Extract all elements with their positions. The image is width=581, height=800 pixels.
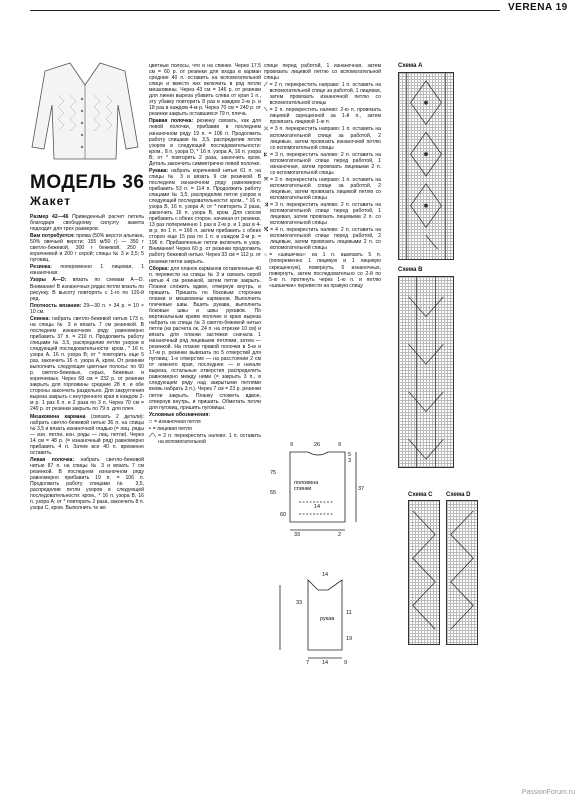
dimension-label: 55: [270, 490, 277, 496]
jacket-sketch: [30, 55, 140, 165]
paragraph: Левая полочка: набрать светло-бежевой нитью 87 п. на спицы № 3 и вязать 7 см резинкой. В последнем изнаночном ряду равномерно прибавить 19 п. = 106 п. Продолжить работу спицами № 3,5, распределив петли узоров в следующей последовательности: кром., * 16 п. узора В, 16 п. узора А; от * повторить 2 раза, закончить 8 п. узора С, кром. Выполнить те же: [30, 456, 144, 512]
model-subtitle: Жакет: [30, 194, 72, 208]
dimension-label: 2: [338, 532, 342, 538]
paragraph: Вам потребуется: пряжа (50% версти альпака, 50% овечьей версти; 155 м/50 г) — 350 г светло-бежевой, 300 г бежевой, 250 г коричневой и 200 г серой; спицы № 3 и 3,5; 5 пуговиц.: [30, 233, 144, 264]
dimension-label: 14: [322, 572, 329, 578]
paragraph: Резинка: попеременно 1 лицевая, 1 изнаночная.: [30, 264, 144, 277]
chart-d: [446, 500, 478, 645]
dimension-label: 7: [306, 660, 310, 666]
legend-item: • = лицевая петля: [149, 425, 192, 432]
legend-item: ⤨ = 3 п. перекрестить налево: 2 п. оставить на вспомогательной спице перед работой, 1 лицевая, затем провязать лицевыми 2 п. со вспомогательной спицы: [264, 202, 381, 227]
chart-d-label: Схема D: [446, 492, 471, 498]
dimension-label: 75: [270, 470, 277, 476]
legend-column: [264, 63, 381, 438]
paragraph: Плотность вязания: 29—30 п. × 34 р. = 10 × 10 см.: [30, 302, 144, 315]
legend-item: ○ = «шишечка»: из 1 п. вывязать 5 п. (попеременно 1 лицевую и 1 лицевую скрещенную), повернуть, 5 изнаночных, повернуть, затем последовательно со 2-й по 5-ю п. протянуть через 1-ю п. и петлю «шишечки» перевести на правую спицу: [264, 252, 381, 289]
paragraph: Рукава: набрать коричневой нитью 61 п. на спицы № 3 и вязать 9 см резинкой. В последнем изнаночном ряду равномерно прибавить 53 п. = 114 п. Продолжить работу спицами № 3,5, распределив петли узоров в следующей последовательности: кром., * 16 п. узора В, 16 п. узора А; от * повторить 2 раза, закончить 16 п. узора В, кром. Для скосов прибавить с обеих сторон, начиная от резинки, 13 раз попеременно 1 раз в 2-м р. и 1 раз в 4-м р. по 1 п. = 166 п. затем прибавить с обеих сторон еще 15 раз по 1 п. в каждом 2-м р. = 196 п. Прибавленные петли включать в узор. Внимание! Через 60 р. от резинки продолжить работу бежевой нитью. Через 33 см = 112 р. от резинки петли закрыть.: [149, 167, 261, 265]
legend-item: □ = изнаночная петля: [149, 418, 201, 425]
dimension-label: 11: [346, 610, 352, 616]
site-watermark: PassionForum.ru: [521, 789, 575, 796]
paragraph: Размер 42—46 Приведенный расчет петель благодаря свободному силуэту жакета подходит для трех размеров.: [30, 214, 144, 233]
chart-b: [398, 276, 454, 468]
legend-item: спице перед работой, 1 изнаночная, затем провязать лицевой петлю со вспомогательной спицы: [264, 63, 381, 82]
dimension-label: 9: [338, 442, 342, 448]
dimension-label: 9: [344, 660, 348, 666]
dimension-label: 3: [348, 458, 352, 464]
dimension-label: 33: [296, 600, 303, 606]
legend-item: ⟋ = 2 п. перекрестить направо: 1 п. оставить на вспомогательной спице за работой, 1 лицевая, затем провязать изнаночной петлю со вспомогательной спицы: [264, 82, 381, 107]
page-header: [0, 0, 581, 18]
dimension-label: 9: [290, 442, 294, 448]
dimension-label: 37: [358, 486, 365, 492]
sleeve-label: рукав: [320, 616, 335, 622]
magazine-name: VERENA 19: [508, 2, 568, 13]
paragraph: Сборка: для планок карманов оставленные 40 п. перевести на спицы № 3 и связать серой нитью 4 см резинкой, затем петли закрыть. Планки сложить вдвое, отвернув внутрь, и пришить. Пришить по боковым сторонам планки и мешковины карманов. Выполнить плечевые швы. Вшить рукава, выполнить боковые швы и швы рукавов. По вертикальным краям полочек и краю выреза набрать на спицы № 3 светло-бежевой нитью петли (из расчета ок. 24 п. на отрезке 10 см) и вязать для планки застежки сначала 1 изнаночный ряд лицевыми петлями, затем — резинкой. На планке правой полочки в 5-м и 17-м р. резинки вывязать по 5 отверстий для пуговиц: 1-е отверстие — на расстоянии 2 см от нижнего края, последнее — в начале выреза, остальные отверстия распределить равномерно между ними (= закрыть 3 п., в следующем ряду над закрытыми петлями вновь набрать 3 п.). Через 7 см = 23 р. резинки петли закрыть. Планку сложить вдвое, отвернув внутрь, и пришить. Обметать петли для пуговиц, пришить пуговицы.: [149, 265, 261, 411]
paragraph: Правая полочка: резинку связать, как для левой полочки, прибавив в последнем изнаночном ряду 19 п. = 106 п. Продолжить работу спицами № 3,5, распределив петли узоров в следующей последовательности: кром., 8 п. узора D, * 16 п. узора А, 16 п. узора В; от * повторить 2 раза, закончить кром. Деталь закончить симметрично левой полочке.: [149, 118, 261, 167]
paragraph: Мешковина кармана (связать 2 детали): набрать светло-бежевой нитью 36 п. на спицы № 3,5 и вязать изнаночной гладью (= лиц. ряды — изн. петли, изн. ряды — лиц. петли). Через 14 см = 48 р. (= изнаночный ряд) равномерно прибавить 4 п. Затем все 40 п. временно оставить.: [30, 413, 144, 456]
dimension-label: 33: [294, 532, 301, 538]
instructions-column-1: [30, 214, 144, 794]
dimension-label: 14: [314, 504, 321, 510]
legend-heading: Условные обозначения:: [149, 411, 211, 418]
legend-item: ⟍ = 2 п. перекрестить налево: 2-ю п. провязать лицевой скрещенной за 1-й п., затем провязать лицевой 1-ю п.: [264, 107, 381, 126]
chart-a-label: Схема A: [398, 63, 423, 69]
paragraph: цветные полосы, что и на спинке. Через 17,5 см = 60 р. от резинки для входа в карман средние 40 п. оставить на вспомогательной спице и вместо них включить в ряд петли мешковины. Через 43 см = 146 р. от резинки для линии выреза убавить слева от края 1 п., эту убавку повторить 8 раз в каждом 2-м р. и 18 раз в каждом 4-м р. Через 70 см = 240 р. от резинки закрыть оставшиеся 79 п. плеча.: [149, 63, 261, 118]
legend-item: ⤫ = 3 п. перекрестить направо: 1 п. оставить на вспомогательной спице за работой, 2 лицевые, затем провязать изнаночной петлю со вспомогательной спицы: [264, 126, 381, 151]
chart-b-label: Схема B: [398, 267, 423, 273]
dimension-label: 19: [346, 636, 353, 642]
chart-a: [398, 72, 454, 260]
model-title: МОДЕЛЬ 36: [30, 172, 145, 193]
chart-c: [408, 500, 440, 645]
dimension-label: 5: [348, 452, 352, 458]
chart-c-label: Схема C: [408, 492, 433, 498]
paragraph: Узоры А—D: вязать по схемам А—D. Внимание! В изнаночных рядах петли вязать по рисунку. В высоту повторять с 1-го по 120-й ряд.: [30, 277, 144, 302]
legend-item: ⤧ = 3 п. перекрестить направо: 1 п. оставить на вспомогательной спице за работой, 2 лицевые, затем провязать лицевой петлю со вспомогательной спицы: [264, 176, 381, 201]
dimension-label: 14: [322, 660, 329, 666]
legend-item: ⤭ = 4 п. перекрестить налево: 2 п. оставить на вспомогательной спице перед работой, 2 лицевые, затем провязать лицевыми 2 п. со вспомогательной спицы: [264, 227, 381, 252]
dimension-label: 60: [280, 512, 287, 518]
instructions-column-2: [149, 63, 261, 793]
legend-item: ⟋⟍ = 2 п. перекрестить налево: 1 п. оставить на вспомогательной: [149, 432, 261, 445]
back-piece-label: половина спинки: [294, 480, 319, 492]
dimension-label: 26: [314, 442, 321, 448]
paragraph: Спинка: набрать светло-бежевой нитью 173 п. на спицы № 3 и вязать 7 см резинкой. В последнем изнаночном ряду равномерно прибавить 37 п. = 210 п. Продолжить работу спицами № 3,5, распределив петли узоров в следующей последовательности: кром., * 16 п. узора А, 16 п. узора В; от * повторить еще 5 раз, закончить 16 п. узора А, кром. От резинки выполнить следующие цветные полосы: по 60 р. светло-бежевых, серых, бежевых и коричневых. Через 68 см = 232 р. от резинки закрыть для горловины средние 28 п. и обе стороны закончить раздельно. Для закругления выреза закрыть с внутреннего края в каждом 2-м р. 1 раз 6 п. и 2 раза по 3 п. Через 70 см = 240 р. от резинки закрыть по 79 п. для плеч.: [30, 315, 144, 413]
pattern-schematic: [268, 440, 383, 670]
header-rule: [30, 10, 500, 11]
legend-item: ⤪ = 3 п. перекрестить налево: 2 п. оставить на вспомогательной спице перед работой, 1 изнаночная, затем провязать лицевыми 2 п. со вспомогательной спицы: [264, 151, 381, 176]
